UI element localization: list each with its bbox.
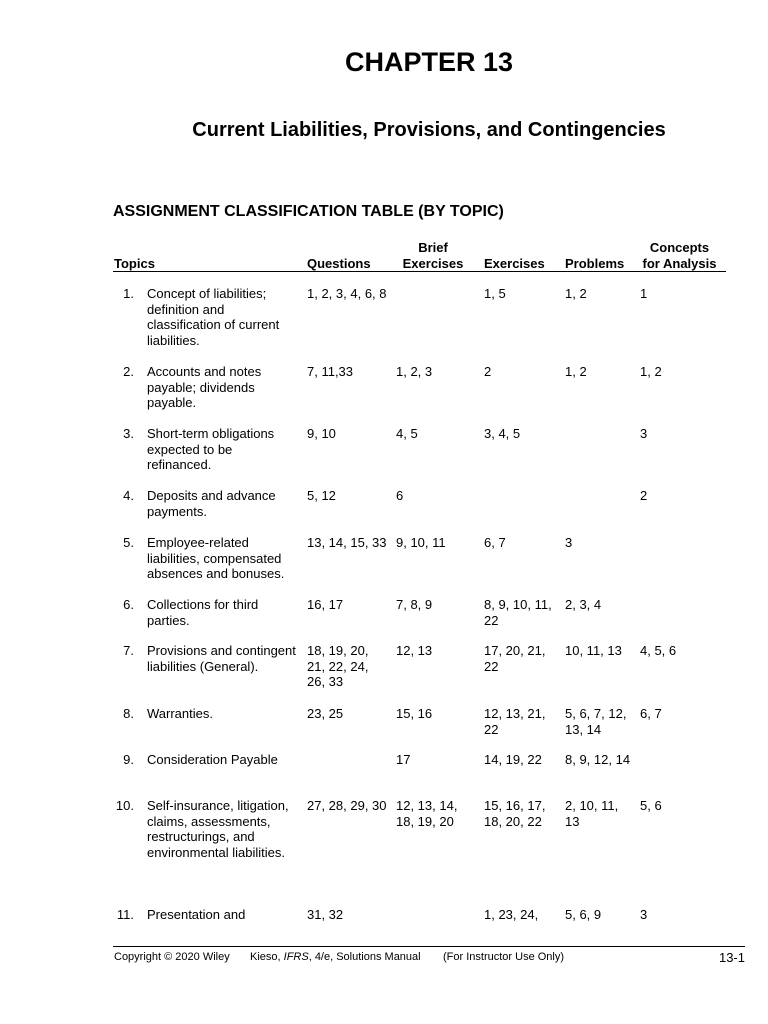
footer-book [250,951,421,963]
row-concepts: 1 [640,286,648,301]
footer-book-author: Kieso, [250,951,284,963]
row-questions: 18, 19, 20, 21, 22, 24, 26, 33 [307,643,369,690]
row-problems: 8, 9, 12, 14 [565,752,631,767]
table-title: ASSIGNMENT CLASSIFICATION TABLE (BY TOPIC) [113,203,504,220]
row-exercises: 17, 20, 21, 22 [484,643,546,674]
row-concepts: 5, 6 [640,798,662,813]
header-exercises: Exercises [484,256,545,271]
header-rule [113,271,726,272]
row-exercises: 8, 9, 10, 11, 22 [484,597,552,628]
row-brief-exercises: 15, 16 [396,706,433,721]
row-topic: Warranties. [147,706,213,721]
row-questions: 27, 28, 29, 30 [307,798,387,813]
row-topic: Deposits and advance payments. [147,488,276,519]
header-problems: Problems [565,256,625,271]
row-problems: 1, 2 [565,286,587,301]
row-exercises: 6, 7 [484,535,506,550]
row-questions: 31, 32 [307,907,344,922]
row-problems: 10, 11, 13 [565,643,622,658]
row-topic: Provisions and contingent liabilities (General). [147,643,296,674]
row-questions: 23, 25 [307,706,344,721]
row-number: 2. [123,364,134,379]
footer-book-edition: , 4/e, Solutions Manual [308,951,421,963]
row-brief-exercises: 4, 5 [396,426,418,441]
row-concepts: 3 [640,426,648,441]
row-number: 6. [123,597,134,612]
row-concepts: 2 [640,488,648,503]
row-exercises: 2 [484,364,492,379]
row-topic: Concept of liabilities; definition and classification of current liabilities. [147,286,280,348]
row-problems: 1, 2 [565,364,587,379]
row-concepts: 6, 7 [640,706,662,721]
row-concepts: 1, 2 [640,364,662,379]
row-number: 4. [123,488,134,503]
row-brief-exercises: 12, 13 [396,643,433,658]
row-brief-exercises: 1, 2, 3 [396,364,433,379]
row-exercises: 14, 19, 22 [484,752,542,767]
row-problems: 3 [565,535,573,550]
row-brief-exercises: 17 [396,752,411,767]
row-number: 7. [123,643,134,658]
row-questions: 5, 12 [307,488,336,503]
row-brief-exercises: 12, 13, 14, 18, 19, 20 [396,798,458,829]
footer-copyright: Copyright © 2020 Wiley [114,951,230,963]
row-topic: Accounts and notes payable; dividends payable. [147,364,262,411]
row-number: 10. [115,798,134,813]
row-brief-exercises: 9, 10, 11 [396,535,446,550]
row-questions: 1, 2, 3, 4, 6, 8 [307,286,387,301]
footer-rule [113,946,745,947]
row-problems: 5, 6, 7, 12, 13, 14 [565,706,627,737]
row-exercises: 3, 4, 5 [484,426,521,441]
row-questions: 7, 11,33 [307,364,354,379]
row-concepts: 3 [640,907,648,922]
chapter-subtitle: Current Liabilities, Provisions, and Contingencies [192,119,666,141]
row-number: 8. [123,706,134,721]
row-number: 3. [123,426,134,441]
row-problems: 5, 6, 9 [565,907,602,922]
row-exercises: 12, 13, 21, 22 [484,706,546,737]
row-concepts: 4, 5, 6 [640,643,677,658]
row-questions: 16, 17 [307,597,344,612]
header-questions: Questions [307,256,371,271]
row-questions: 13, 14, 15, 33 [307,535,387,550]
row-number: 1. [123,286,134,301]
row-problems: 2, 10, 11, 13 [565,798,619,829]
row-exercises: 15, 16, 17, 18, 20, 22 [484,798,546,829]
footer-note: (For Instructor Use Only) [443,951,565,963]
footer-book-title: IFRS [283,951,309,963]
header-brief-exercises: Brief Exercises [402,240,464,271]
row-problems: 2, 3, 4 [565,597,602,612]
row-questions: 9, 10 [307,426,336,441]
row-exercises: 1, 23, 24, [484,907,539,922]
row-number: 9. [123,752,134,767]
chapter-heading: CHAPTER 13 [344,47,514,77]
row-exercises: 1, 5 [484,286,506,301]
row-brief-exercises: 7, 8, 9 [396,597,433,612]
row-topic: Self-insurance, litigation, claims, assessments, restructurings, and environmental liabilities. [147,798,289,860]
row-topic: Collections for third parties. [147,597,259,628]
row-brief-exercises: 6 [396,488,404,503]
header-topics: Topics [114,256,155,271]
row-topic: Short-term obligations expected to be refinanced. [147,426,275,473]
page-number: 13-1 [718,950,745,965]
row-number: 11. [116,907,134,922]
row-topic: Presentation and [147,907,246,922]
row-number: 5. [123,535,134,550]
row-topic: Consideration Payable [147,752,278,767]
row-topic: Employee-related liabilities, compensated absences and bonuses. [147,535,285,582]
header-concepts: Concepts for Analysis [642,240,717,271]
